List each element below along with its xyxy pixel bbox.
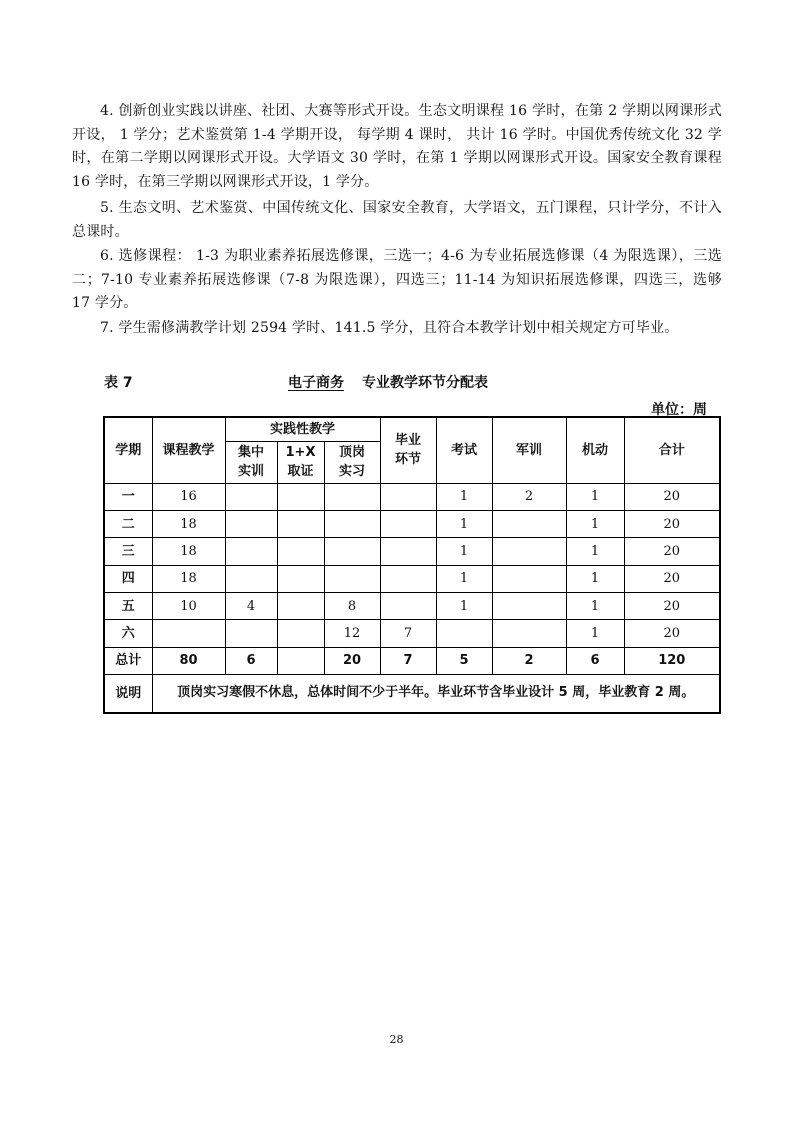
cell-onex xyxy=(277,593,324,620)
total-graduation: 7 xyxy=(380,647,436,674)
page-number: 28 xyxy=(389,1033,404,1046)
cell-military xyxy=(492,565,566,592)
cell-internship xyxy=(324,538,380,565)
total-onex xyxy=(277,647,324,674)
teaching-schedule-table xyxy=(103,416,721,714)
cell-exam: 1 xyxy=(436,538,492,565)
cell-course: 16 xyxy=(152,483,225,510)
total-total: 120 xyxy=(624,647,720,674)
cell-concentrated xyxy=(225,538,277,565)
cell-flexible: 1 xyxy=(566,593,624,620)
cell-internship: 12 xyxy=(324,620,380,647)
cell-total: 20 xyxy=(624,593,720,620)
cell-internship xyxy=(324,510,380,537)
cell-total: 20 xyxy=(624,510,720,537)
cell-military xyxy=(492,510,566,537)
header-internship: 顶岗实习 xyxy=(324,441,380,483)
cell-graduation xyxy=(380,593,436,620)
cell-exam: 1 xyxy=(436,565,492,592)
total-concentrated: 6 xyxy=(225,647,277,674)
cell-concentrated xyxy=(225,483,277,510)
cell-course: 18 xyxy=(152,510,225,537)
table-major: 电子商务 xyxy=(288,375,344,391)
totals-label: 总计 xyxy=(104,647,152,674)
table-row xyxy=(104,620,720,647)
header-semester: 学期 xyxy=(104,417,152,483)
header-concentrated: 集中实训 xyxy=(225,441,277,483)
cell-internship xyxy=(324,483,380,510)
total-military: 2 xyxy=(492,647,566,674)
total-exam: 5 xyxy=(436,647,492,674)
note-row xyxy=(104,674,720,713)
total-flexible: 6 xyxy=(566,647,624,674)
table-title-text: 专业教学环节分配表 xyxy=(362,375,488,391)
total-internship: 20 xyxy=(324,647,380,674)
cell-graduation xyxy=(380,538,436,565)
header-total: 合计 xyxy=(624,417,720,483)
cell-onex xyxy=(277,565,324,592)
row-semester: 六 xyxy=(104,620,152,647)
cell-military xyxy=(492,620,566,647)
cell-onex xyxy=(277,620,324,647)
cell-military: 2 xyxy=(492,483,566,510)
header-graduation: 毕业环节 xyxy=(380,417,436,483)
cell-total: 20 xyxy=(624,620,720,647)
header-exam: 考试 xyxy=(436,417,492,483)
table-row xyxy=(104,483,720,510)
cell-military xyxy=(492,538,566,565)
note-paragraph-7: 7. 学生需修满教学计划 2594 学时、141.5 学分，且符合本教学计划中相关规定方可毕业。 xyxy=(100,320,679,336)
cell-internship xyxy=(324,565,380,592)
note-paragraph-4: 4. 创新创业实践以讲座、社团、大赛等形式开设。生态文明课程 16 学时，在第 2 学期以网课形式开设， 1 学分；艺术鉴赏第 1-4 学期开设， 每学期 4 课时， 共计 16 学时。中国优秀传统文化 32 学时，在第二学期以网课形式开设。大学语文 30 学时，在第 1 学期以网课形式开设。国家安全教育课程 16 学时，在第三学期以网课形式开设，1 学分。 xyxy=(72,103,722,190)
cell-military xyxy=(492,593,566,620)
cell-exam: 1 xyxy=(436,483,492,510)
cell-course xyxy=(152,620,225,647)
header-military: 军训 xyxy=(492,417,566,483)
row-semester: 一 xyxy=(104,483,152,510)
note-paragraph-5: 5. 生态文明、艺术鉴赏、中国传统文化、国家安全教育，大学语文，五门课程，只计学分，不计入总课时。 xyxy=(72,200,722,240)
cell-onex xyxy=(277,538,324,565)
cell-flexible: 1 xyxy=(566,538,624,565)
cell-graduation xyxy=(380,565,436,592)
cell-course: 18 xyxy=(152,538,225,565)
row-semester: 四 xyxy=(104,565,152,592)
cell-onex xyxy=(277,483,324,510)
cell-graduation: 7 xyxy=(380,620,436,647)
header-onex: 1+X 取证 xyxy=(277,441,324,483)
note-paragraph-6: 6. 选修课程： 1-3 为职业素养拓展选修课，三选一；4-6 为专业拓展选修课（4 为限选课），三选二；7-10 专业素养拓展选修课（7-8 为限选课），四选三；11-14 为知识拓展选修课，四选三，选够 17 学分。 xyxy=(72,248,722,311)
table-row xyxy=(104,593,720,620)
cell-exam: 1 xyxy=(436,593,492,620)
cell-total: 20 xyxy=(624,483,720,510)
total-course: 80 xyxy=(152,647,225,674)
cell-onex xyxy=(277,510,324,537)
row-semester: 二 xyxy=(104,510,152,537)
note-label: 说明 xyxy=(104,674,152,713)
cell-exam xyxy=(436,620,492,647)
cell-flexible: 1 xyxy=(566,510,624,537)
cell-graduation xyxy=(380,510,436,537)
table-unit: 单位：周 xyxy=(651,402,707,418)
cell-flexible: 1 xyxy=(566,483,624,510)
cell-concentrated xyxy=(225,565,277,592)
cell-flexible: 1 xyxy=(566,620,624,647)
cell-concentrated xyxy=(225,510,277,537)
row-semester: 五 xyxy=(104,593,152,620)
cell-total: 20 xyxy=(624,538,720,565)
cell-concentrated xyxy=(225,620,277,647)
cell-graduation xyxy=(380,483,436,510)
totals-row xyxy=(104,647,720,674)
note-text: 顶岗实习寒假不休息，总体时间不少于半年。毕业环节含毕业设计 5 周，毕业教育 2 周。 xyxy=(152,674,720,713)
table-title xyxy=(288,372,488,392)
table-row xyxy=(104,510,720,537)
cell-course: 18 xyxy=(152,565,225,592)
cell-exam: 1 xyxy=(436,510,492,537)
table-label: 表 7 xyxy=(104,375,133,391)
header-flexible: 机动 xyxy=(566,417,624,483)
header-course: 课程教学 xyxy=(152,417,225,483)
table-row xyxy=(104,565,720,592)
cell-internship: 8 xyxy=(324,593,380,620)
cell-concentrated: 4 xyxy=(225,593,277,620)
cell-total: 20 xyxy=(624,565,720,592)
cell-flexible: 1 xyxy=(566,565,624,592)
table-row xyxy=(104,538,720,565)
cell-course: 10 xyxy=(152,593,225,620)
row-semester: 三 xyxy=(104,538,152,565)
header-practice: 实践性教学 xyxy=(225,417,380,441)
